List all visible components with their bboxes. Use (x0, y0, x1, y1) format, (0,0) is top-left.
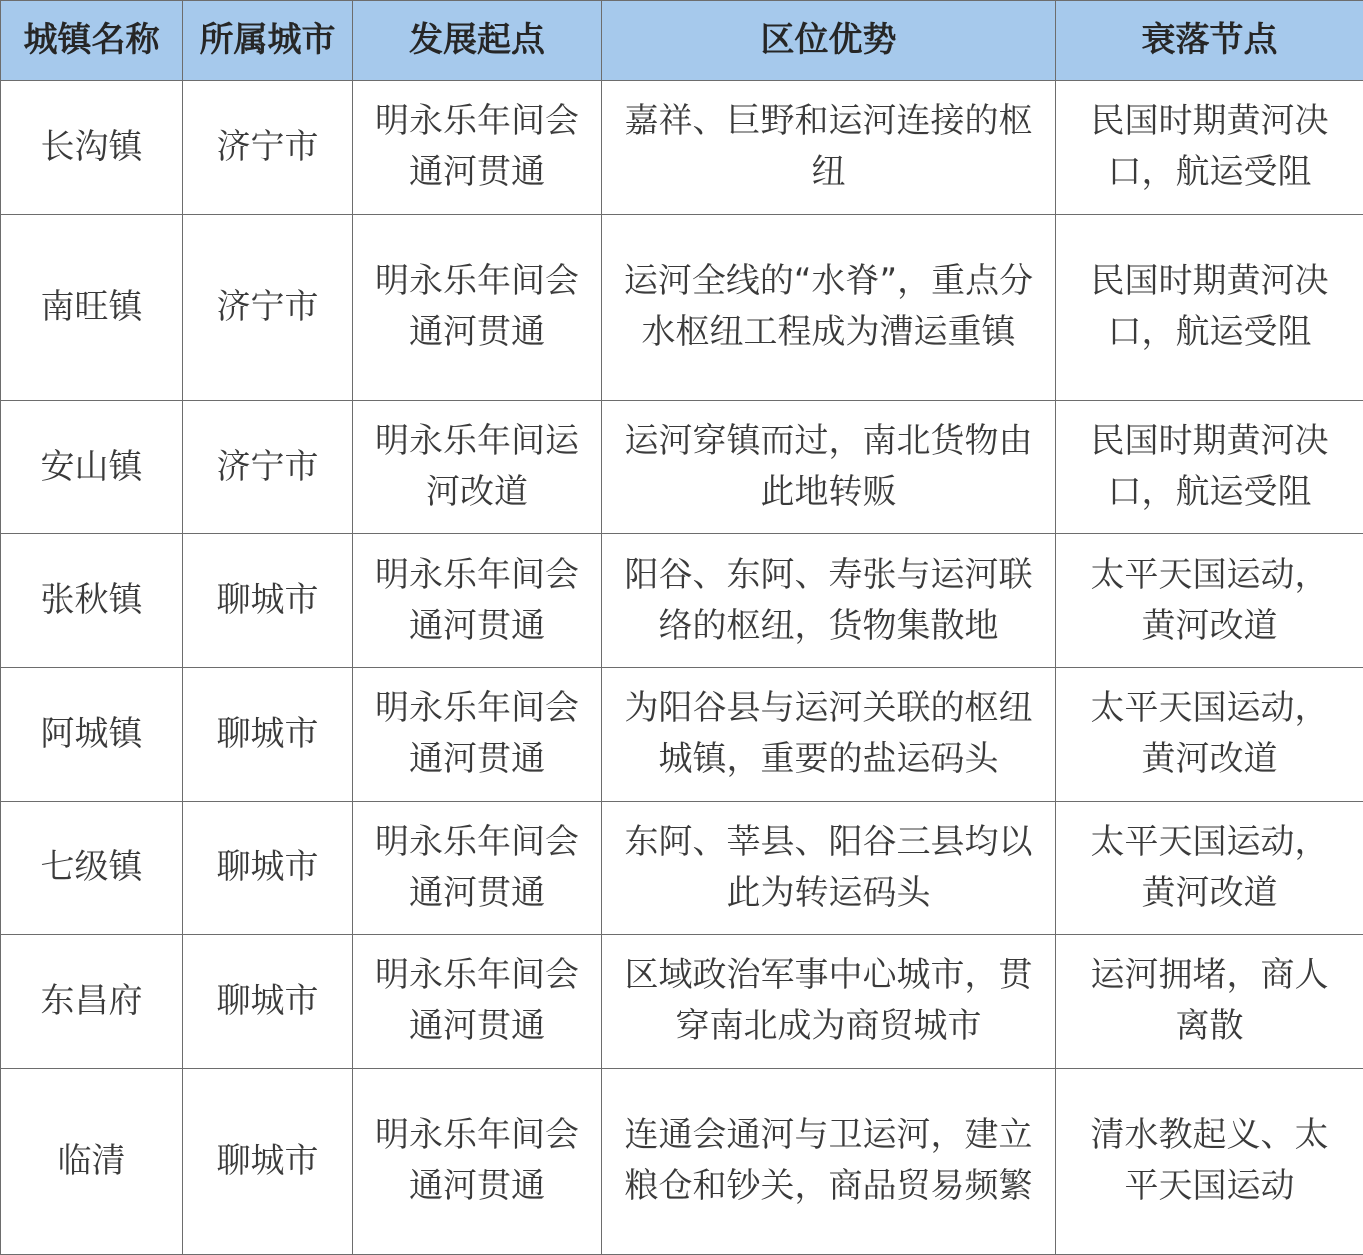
table-row (1, 1068, 1363, 1254)
cell-city: 聊城市 (183, 667, 353, 801)
table-row (1, 400, 1363, 534)
header-city: 所属城市 (183, 1, 353, 81)
cell-town-name: 阿城镇 (1, 667, 183, 801)
cell-decline: 太平天国运动，黄河改道 (1056, 801, 1363, 935)
header-location-advantage: 区位优势 (602, 1, 1056, 81)
cell-city: 济宁市 (183, 400, 353, 534)
cell-town-name: 张秋镇 (1, 534, 183, 668)
cell-location-advantage: 运河穿镇而过，南北货物由此地转贩 (602, 400, 1056, 534)
cell-origin: 明永乐年间会通河贯通 (353, 214, 602, 400)
cell-origin: 明永乐年间会通河贯通 (353, 81, 602, 215)
cell-origin: 明永乐年间会通河贯通 (353, 667, 602, 801)
cell-town-name: 安山镇 (1, 400, 183, 534)
cell-town-name: 南旺镇 (1, 214, 183, 400)
cell-location-advantage: 连通会通河与卫运河，建立粮仓和钞关，商品贸易频繁 (602, 1068, 1056, 1254)
cell-city: 济宁市 (183, 81, 353, 215)
cell-decline: 民国时期黄河决口，航运受阻 (1056, 81, 1363, 215)
header-origin: 发展起点 (353, 1, 602, 81)
table-row (1, 801, 1363, 935)
cell-decline: 清水教起义、太平天国运动 (1056, 1068, 1363, 1254)
table-row (1, 935, 1363, 1069)
cell-location-advantage: 区域政治军事中心城市，贯穿南北成为商贸城市 (602, 935, 1056, 1069)
cell-origin: 明永乐年间会通河贯通 (353, 935, 602, 1069)
cell-decline: 运河拥堵，商人离散 (1056, 935, 1363, 1069)
cell-location-advantage: 东阿、莘县、阳谷三县均以此为转运码头 (602, 801, 1056, 935)
cell-decline: 太平天国运动，黄河改道 (1056, 667, 1363, 801)
cell-city: 济宁市 (183, 214, 353, 400)
cell-decline: 民国时期黄河决口，航运受阻 (1056, 214, 1363, 400)
cell-city: 聊城市 (183, 935, 353, 1069)
cell-origin: 明永乐年间会通河贯通 (353, 534, 602, 668)
cell-decline: 民国时期黄河决口，航运受阻 (1056, 400, 1363, 534)
table-row (1, 214, 1363, 400)
cell-town-name: 长沟镇 (1, 81, 183, 215)
table-row (1, 534, 1363, 668)
cell-town-name: 临清 (1, 1068, 183, 1254)
cell-location-advantage: 为阳谷县与运河关联的枢纽城镇，重要的盐运码头 (602, 667, 1056, 801)
cell-city: 聊城市 (183, 1068, 353, 1254)
cell-origin: 明永乐年间运河改道 (353, 400, 602, 534)
header-row (1, 1, 1363, 81)
cell-town-name: 七级镇 (1, 801, 183, 935)
cell-town-name: 东昌府 (1, 935, 183, 1069)
cell-origin: 明永乐年间会通河贯通 (353, 1068, 602, 1254)
cell-location-advantage: 阳谷、东阿、寿张与运河联络的枢纽，货物集散地 (602, 534, 1056, 668)
header-town-name: 城镇名称 (1, 1, 183, 81)
cell-city: 聊城市 (183, 534, 353, 668)
cell-origin: 明永乐年间会通河贯通 (353, 801, 602, 935)
table-row (1, 667, 1363, 801)
header-decline: 衰落节点 (1056, 1, 1363, 81)
cell-decline: 太平天国运动，黄河改道 (1056, 534, 1363, 668)
cell-location-advantage: 嘉祥、巨野和运河连接的枢纽 (602, 81, 1056, 215)
cell-location-advantage: 运河全线的“水脊”，重点分水枢纽工程成为漕运重镇 (602, 214, 1056, 400)
cell-city: 聊城市 (183, 801, 353, 935)
table-row (1, 81, 1363, 215)
